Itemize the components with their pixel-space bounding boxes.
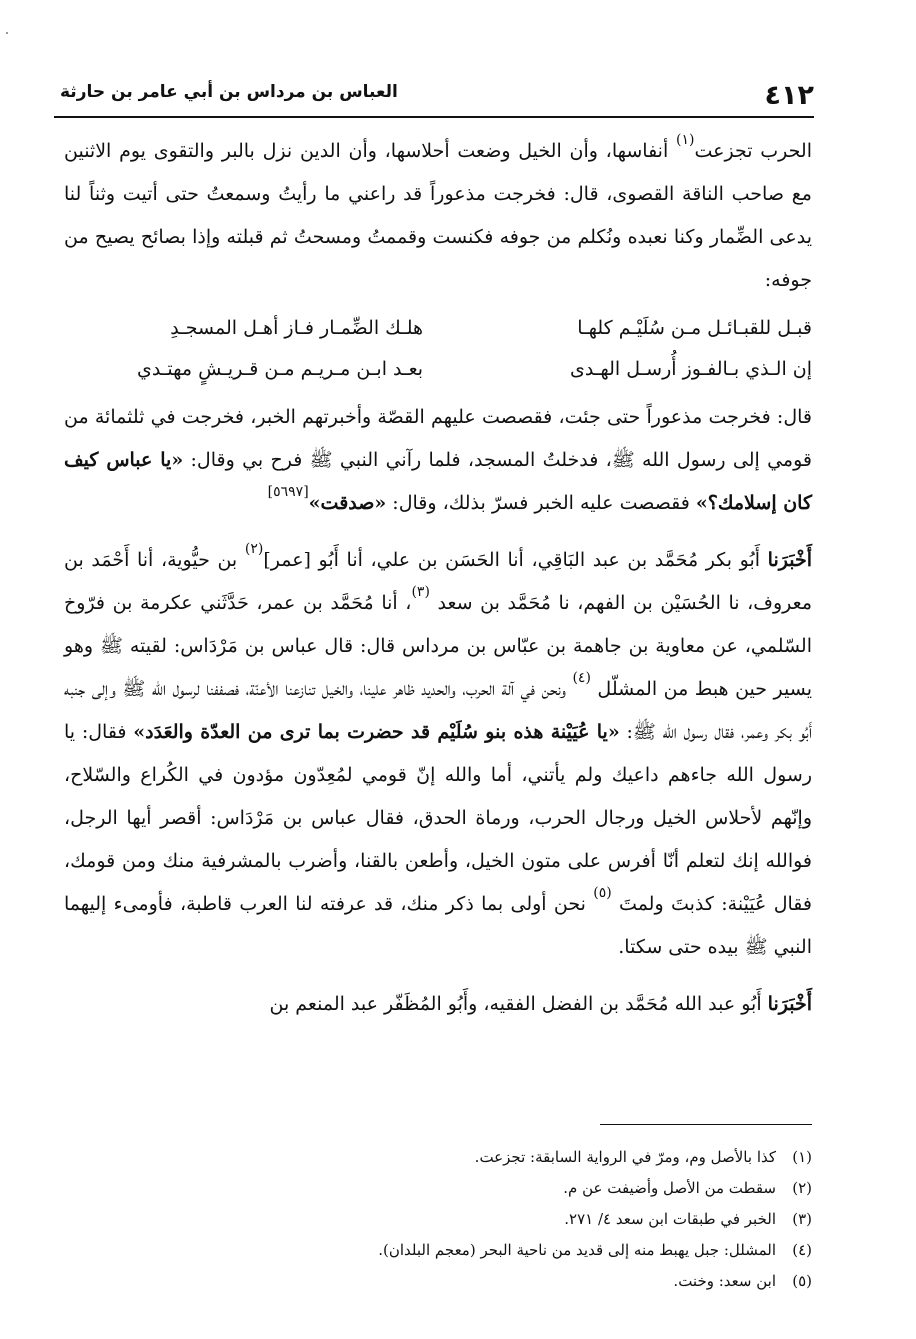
narration-part-2: فقال: يا رسول الله جاءهم داعيك ولم يأتني، أما والله إنّ قومي لمُعِدّون مؤدون في الكُراع والسّلاح، وإنّهم لأحلاس الخيل ورجال الحرب، ورماة الحدق، فقال عباس بن مَرْدَاس: أقصر أيها الرجل، فوالله إنك لتعلم أنّا أفرس على متون الخيل، وأطعن بالقنا، وأضرب بالمشرفية منك ومن قومك، فقال عُيَيْنة: كذبتَ ولمتَ xyxy=(64,721,812,915)
paragraph-2-start: قال: فخرجت مذعوراً حتى جئت، فقصصت عليهم القصّة وأخبرتهم الخبر، فخرجت في ثلثمائة من قومي إلى رسول الله ﷺ، فدخلتُ المسجد، فلما رآني النبي ﷺ فرح بي وقال: xyxy=(64,406,812,471)
isnad-part-1: أَبُو بكر مُحَمَّد بن عبد البَاقِي، أنا الحَسَن بن علي، أنا أَبُو [عمر] xyxy=(263,549,768,571)
footnote-4 xyxy=(64,1235,812,1266)
paragraph-1-start: الحرب تجزعت xyxy=(694,140,812,162)
narration-part-3: نحن أولى بما ذكر منك، قد عرفته لنا العرب قاطبة، فأومىء إليهما النبي ﷺ بيده حتى سكتا. xyxy=(64,893,812,958)
footnote-text: كذا بالأصل وم، ومرّ في الرواية السابقة: تجزعت. xyxy=(474,1148,776,1166)
hadith-quote-3: «يا عُيَيْنة هذه بنو سُلَيْم قد حضرت بما ترى من العدّة والعَدَد» xyxy=(133,721,620,743)
footnote-ref-5: (٥) xyxy=(593,885,612,901)
poem xyxy=(64,308,812,390)
akhbarana-lead-2: أَخْبَرَنا xyxy=(767,993,812,1015)
paragraph-2-middle: فقصصت عليه الخبر فسرّ بذلك، وقال: xyxy=(386,492,696,514)
footnote-divider xyxy=(600,1124,812,1125)
footnote-5 xyxy=(64,1266,812,1297)
footnote-1 xyxy=(64,1142,812,1173)
akhbarana-lead-1: أَخْبَرَنا xyxy=(767,549,812,571)
narration-part-1: ونحن في آلة الحرب، والحديد ظاهر علينا، والخيل تنازعنا الأعنّة، فصففنا لرسول الله ﷺ وإلى جنبه أَبُو بكر وعمر، فقال رسول الله ﷺ: xyxy=(64,678,812,743)
footnote-number: (٣) xyxy=(792,1210,812,1228)
paragraph-1-rest: أنفاسها، وأن الخيل وضعت أحلاسها، وأن الدين نزل بالبر والتقوى يوم الاثنين مع صاحب الناقة القصوى، قال: فخرجت مذعوراً قد راعني ما رأيتُ وسمعتُ حتى أتيت وثناً لنا يدعى الضِّمار وكنا نعبده ونُكلم من جوفه فكنست وقممتُ ومسحتُ ثم قبلته وإذا بصائح يصيح من جوفه: xyxy=(64,140,812,291)
footnote-text: الخبر في طبقات ابن سعد ٤/ ٢٧١. xyxy=(564,1210,776,1228)
footnote-number: (٤) xyxy=(792,1241,812,1259)
verse-2-second-hemistich: بعـد ابـن مـريـم مـن قـريـشٍ مهتـدي xyxy=(137,358,424,380)
footnotes xyxy=(64,1142,812,1297)
main-text xyxy=(64,130,812,1026)
page-number: ٤١٢ xyxy=(764,80,814,111)
verse-2-first-hemistich: إن الـذي بـالفـوز أُرسـل الهـدى xyxy=(569,358,812,380)
paragraph-1 xyxy=(64,130,812,302)
poem-verse-1 xyxy=(64,308,812,349)
poem-verse-2 xyxy=(64,349,812,390)
footnote-ref-1: (١) xyxy=(676,132,695,148)
footnote-number: (٢) xyxy=(792,1179,812,1197)
paragraph-3 xyxy=(64,539,812,969)
paragraph-4 xyxy=(64,983,812,1026)
hadith-quote-1: «يا عباس كيف كان إسلامك؟» xyxy=(64,449,812,514)
margin-mark xyxy=(6,32,8,34)
hadith-quote-2: «صدقت» xyxy=(308,492,387,514)
running-title: العباس بن مرداس بن أبي عامر بن حارثة xyxy=(60,82,398,102)
isnad-part-3: ، أنا مُحَمَّد بن عمر، حَدَّثَني عكرمة بن فرّوخ السّلمي، عن معاوية بن جاهمة بن عبّاس بن مرداس قال: قال عباس بن مَرْدَاس: لقيته ﷺ وهو يسير حين هبط من المشلّل xyxy=(64,592,812,700)
footnote-ref-4: (٤) xyxy=(572,670,591,686)
paragraph-4-text: أَبُو عبد الله مُحَمَّد بن الفضل الفقيه، وأَبُو المُظَفّر عبد المنعم بن xyxy=(269,993,768,1015)
footnote-number: (١) xyxy=(792,1148,812,1166)
footnote-3 xyxy=(64,1204,812,1235)
footnote-ref-3: (٣) xyxy=(411,584,430,600)
page-header xyxy=(60,74,814,114)
isnad-part-2: بن حيُّوية، أنا أَحْمَد بن معروف، نا الحُسَيْن بن الفهم، نا مُحَمَّد بن سعد xyxy=(64,549,812,614)
footnote-number: (٥) xyxy=(792,1272,812,1290)
header-divider xyxy=(54,116,814,118)
footnote-2 xyxy=(64,1173,812,1204)
verse-1-first-hemistich: قبـل للقبـائـل مـن سُلَيْـم كلهـا xyxy=(577,317,812,339)
footnote-text: سقطت من الأصل وأضيفت عن م. xyxy=(563,1179,776,1197)
paragraph-2 xyxy=(64,396,812,525)
footnote-text: ابن سعد: وخنت. xyxy=(673,1272,776,1290)
verse-1-second-hemistich: هلـك الضِّمـار فـاز أهـل المسجـدِ xyxy=(170,317,424,339)
footnote-ref-2: (٢) xyxy=(244,541,264,557)
hadith-number: [٥٦٩٧] xyxy=(267,484,309,500)
footnote-text: المشلل: جبل يهبط منه إلى قديد من ناحية البحر (معجم البلدان). xyxy=(378,1241,776,1259)
